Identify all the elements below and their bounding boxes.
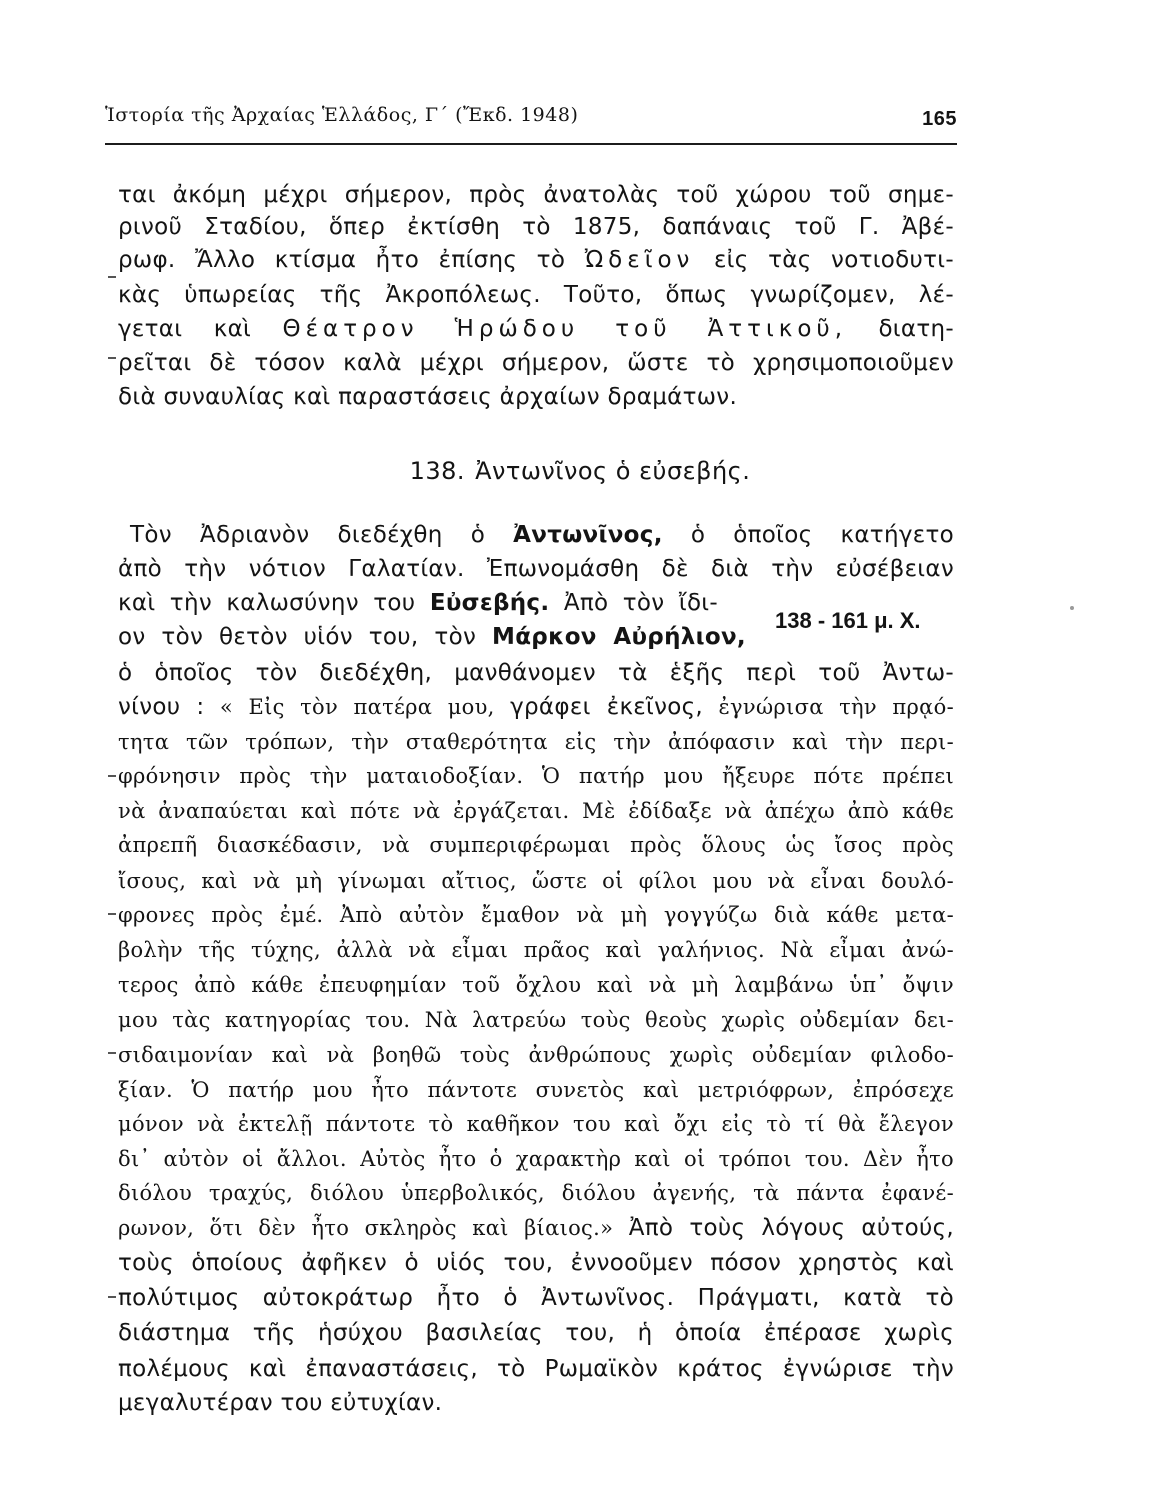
text-run: γεται καὶ (118, 316, 252, 342)
text-line: μόνον νὰ ἐκτελῇ πάντοτε τὸ καθῆκον του καὶ ὄχι εἰς τὸ τί θὰ ἔλεγον (118, 1112, 954, 1136)
text-run: « Εἰς τὸν πατέρα μου, (219, 695, 495, 719)
text-line: διὰ συναυλίας καὶ παραστάσεις ἀρχαίων δραμάτων. (118, 384, 738, 410)
text-run: ὁ ὁποῖος κατήγετο (690, 522, 954, 548)
text-line: νὰ ἀναπαύεται καὶ πότε νὰ ἐργάζεται. Μὲ ἐδίδαξε νὰ ἀπέχω ἀπὸ κάθε (118, 799, 954, 823)
text-line: δι᾽ αὐτὸν οἱ ἄλλοι. Αὐτὸς ἦτο ὁ χαρακτὴρ καὶ οἱ τρόποι του. Δὲν ἦτο (118, 1147, 954, 1171)
section-number: 138. (409, 457, 466, 485)
page-header (105, 100, 957, 136)
text-run: εἰς τὰς νοτιοδυτι- (713, 247, 954, 273)
text-line (118, 245, 954, 275)
text-run: Τὸν Ἀδριανὸν διεδέχθη ὁ (130, 522, 486, 548)
section-title: Ἀντωνῖνος ὁ εὐσεβής. (475, 457, 751, 485)
bold-term: Μάρκον Αὐρήλιον, (492, 624, 746, 650)
bold-term: Ἀντωνῖνος, (513, 522, 663, 548)
text-line: διάστημα τῆς ἡσύχου βασιλείας του, ἡ ὁποία ἐπέρασε χωρὶς (118, 1320, 954, 1346)
text-line: φρόνησιν πρὸς τὴν ματαιοδοξίαν. Ὁ πατήρ μου ἤξευρε πότε πρέπει (118, 764, 954, 788)
text-line: πολέμους καὶ ἐπαναστάσεις, τὸ Ρωμαϊκὸν κράτος ἐγνώρισε τὴν (118, 1356, 954, 1382)
scan-mark (108, 357, 116, 359)
running-title: Ἱστορία τῆς Ἀρχαίας Ἑλλάδος, Γ΄ (Ἔκδ. 1948) (105, 104, 579, 126)
scan-mark (108, 913, 116, 915)
scan-mark (108, 1296, 116, 1298)
text-line: ἀπρεπῆ διασκέδασιν, νὰ συμπεριφέρωμαι πρὸς ὅλους ὡς ἴσος πρὸς (118, 833, 954, 857)
text-line: σιδαιμονίαν καὶ νὰ βοηθῶ τοὺς ἀνθρώπους χωρὶς οὐδεμίαν φιλοδο- (118, 1043, 954, 1067)
text-line: βολὴν τῆς τύχης, ἀλλὰ νὰ εἶμαι πρᾶος καὶ γαλήνιος. Νὰ εἶμαι ἀνώ- (118, 938, 954, 962)
text-line: διόλου τραχύς, διόλου ὑπερβολικός, διόλου ἀγενής, τὰ πάντα ἐφανέ- (118, 1181, 954, 1205)
scan-mark (108, 775, 116, 777)
text-line: τερος ἀπὸ κάθε ἐπευφημίαν τοῦ ὄχλου καὶ νὰ μὴ λαμβάνω ὑπ᾽ ὄψιν (118, 973, 954, 997)
text-line (118, 588, 718, 618)
spaced-term: Ὠδεῖον (584, 247, 695, 273)
text-line: ται ἀκόμη μέχρι σήμερον, πρὸς ἀνατολὰς τοῦ χώρου τοῦ σημε- (118, 182, 954, 208)
text-run: νίνου : (118, 694, 205, 720)
text-run: διατη- (878, 316, 954, 342)
page-number: 165 (922, 108, 957, 130)
text-line (118, 314, 954, 344)
text-line: μου τὰς κατηγορίας του. Νὰ λατρεύω τοὺς θεοὺς χωρὶς οὐδεμίαν δει- (118, 1008, 954, 1032)
scan-speck (1070, 606, 1074, 610)
header-rule (105, 143, 957, 145)
margin-date: 138 - 161 μ. Χ. (775, 608, 921, 633)
spaced-term: Θέατρον Ἡρώδου τοῦ Ἀττικοῦ, (282, 316, 848, 342)
text-line: πολύτιμος αὐτοκράτωρ ἦτο ὁ Ἀντωνῖνος. Πράγματι, κατὰ τὸ (118, 1285, 954, 1311)
text-line: κὰς ὑπωρείας τῆς Ἀκροπόλεως. Τοῦτο, ὅπως γνωρίζομεν, λέ- (118, 282, 954, 308)
text-line (130, 520, 954, 550)
text-line (118, 692, 954, 722)
scan-mark (108, 1052, 116, 1054)
text-run: ἐγνώρισα τὴν πρᾳό- (718, 695, 954, 719)
section-heading (0, 457, 1160, 485)
text-line: ρινοῦ Σταδίου, ὅπερ ἐκτίσθη τὸ 1875, δαπάναις τοῦ Γ. Ἀβέ- (118, 214, 954, 240)
text-run: ρωφ. Ἄλλο κτίσμα ἦτο ἐπίσης τὸ (118, 247, 566, 273)
text-run: καὶ τὴν καλωσύνην του (118, 590, 416, 616)
text-line: τητα τῶν τρόπων, τὴν σταθερότητα εἰς τὴν ἀπόφασιν καὶ τὴν περι- (118, 730, 954, 754)
text-line: ἀπὸ τὴν νότιον Γαλατίαν. Ἐπωνομάσθη δὲ διὰ τὴν εὐσέβειαν (118, 556, 954, 582)
text-line: ὁ ὁποῖος τὸν διεδέχθη, μανθάνομεν τὰ ἑξῆς περὶ τοῦ Ἀντω- (118, 660, 954, 686)
text-run: ρωνον, ὅτι δὲν ἦτο σκληρὸς καὶ βίαιος.» (118, 1216, 614, 1240)
bold-term: Εὐσεβής. (429, 590, 550, 616)
text-line (118, 622, 746, 652)
text-run: Ἀπὸ τοὺς λόγους αὐτούς, (628, 1215, 954, 1241)
text-line: φρονες πρὸς ἐμέ. Ἀπὸ αὐτὸν ἔμαθον νὰ μὴ γογγύζω διὰ κάθε μετα- (118, 903, 954, 927)
text-line: ξίαν. Ὁ πατήρ μου ἦτο πάντοτε συνετὸς καὶ μετριόφρων, ἐπρόσεχε (118, 1078, 954, 1102)
text-line: ἴσους, καὶ νὰ μὴ γίνωμαι αἴτιος, ὥστε οἱ φίλοι μου νὰ εἶναι δουλό- (118, 869, 954, 893)
text-run: ον τὸν θετὸν υἱόν του, τὸν (118, 624, 477, 650)
text-line: τοὺς ὁποίους ἀφῆκεν ὁ υἱός του, ἐννοοῦμεν πόσον χρηστὸς καὶ (118, 1250, 954, 1276)
text-line (118, 1213, 954, 1243)
scan-mark (108, 276, 116, 278)
text-line: μεγαλυτέραν του εὐτυχίαν. (118, 1390, 443, 1416)
text-run: γράφει ἐκεῖνος, (510, 694, 704, 720)
text-run: Ἀπὸ τὸν ἴδι- (563, 590, 718, 616)
text-line: ρεῖται δὲ τόσον καλὰ μέχρι σήμερον, ὥστε τὸ χρησιμοποιοῦμεν (118, 350, 954, 376)
